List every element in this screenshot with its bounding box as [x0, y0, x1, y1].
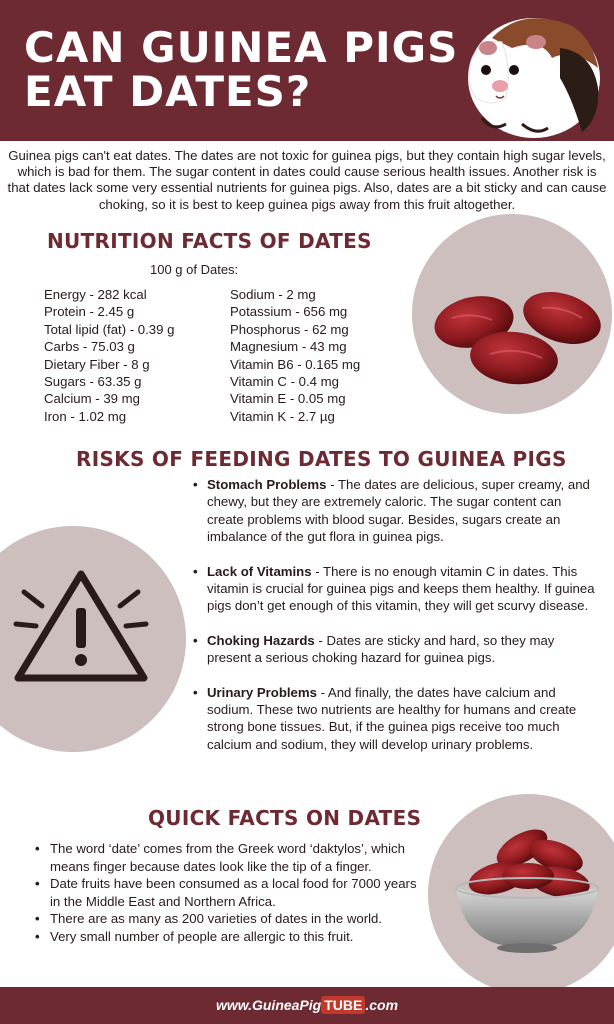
nutrition-item: Sugars - 63.35 g — [44, 374, 142, 390]
nutrition-item: Sodium - 2 mg — [230, 287, 316, 302]
risk-text: - There is no enough vitamin C in dates. This vitamin is crucial for guinea pigs and keeps them healthy. If guinea pigs don’t get enough of this vitamin, they will get scurvy disease. — [207, 563, 595, 614]
header-banner — [0, 0, 614, 141]
nutrition-item: Total lipid (fat) - 0.39 g — [44, 321, 175, 337]
guinea-pig-icon — [452, 8, 604, 140]
risk-heading: Lack of Vitamins — [207, 563, 312, 579]
nutrition-item: Vitamin K - 2.7 µg — [230, 408, 335, 424]
dates-fruit-icon — [432, 278, 604, 390]
footer-link[interactable] — [0, 997, 614, 1013]
risk-item — [192, 563, 598, 615]
quick-fact-item: • There are as many as 200 varieties of dates in the world. — [32, 910, 422, 928]
risk-item — [192, 476, 598, 546]
risk-item — [192, 684, 598, 754]
quick-facts-title: QUICK FACTS ON DATES — [148, 806, 422, 830]
nutrition-item: Potassium - 656 mg — [230, 304, 348, 320]
title-line-2: EAT DATES? — [24, 67, 312, 116]
footer-prefix: www.GuineaPig — [215, 997, 322, 1013]
warning-icon — [6, 552, 156, 692]
intro-paragraph: Guinea pigs can't eat dates. The dates are not toxic for guinea pigs, but they contain high sugar levels, which is bad for them. The sugar content in dates could cause serious health issues. Another risk is that dates lack some very essential nutrients for guinea pigs. Also, dates are a bit sticky and can cause choking, so it is best to keep guinea pigs away from this fruit altogether. — [7, 148, 607, 212]
quick-fact-item: • Very small number of people are allergic to this fruit. — [32, 928, 422, 946]
bowl-of-dates-icon — [452, 826, 602, 954]
nutrition-item: Energy - 282 kcal — [44, 287, 147, 302]
footer-tube-badge: TUBE — [321, 996, 365, 1014]
nutrition-item: Protein - 2.45 g — [44, 304, 135, 320]
quick-fact-item: • Date fruits have been consumed as a local food for 7000 years in the Middle East and Northern Africa. — [32, 875, 422, 910]
nutrition-item: Carbs - 75.03 g — [44, 339, 135, 355]
nutrition-item: Calcium - 39 mg — [44, 391, 141, 407]
nutrition-item: Vitamin B6 - 0.165 mg — [230, 356, 361, 372]
nutrition-subtitle: 100 g of Dates: — [150, 262, 239, 277]
nutrition-title: NUTRITION FACTS OF DATES — [47, 229, 372, 253]
risk-heading: Stomach Problems — [207, 477, 327, 492]
nutrition-list-left — [44, 286, 174, 425]
nutrition-item: Iron - 1.02 mg — [44, 408, 127, 424]
nutrition-item: Vitamin C - 0.4 mg — [230, 374, 339, 390]
risks-list — [192, 476, 598, 770]
quick-facts-list — [32, 840, 422, 946]
risk-text: - And finally, the dates have calcium and sodium. These two nutrients are healthy for humans and create strong bone tissues. But, if the guinea pigs receive too much calcium and sodium, they will develop urinary problems. — [207, 684, 577, 752]
risks-title: RISKS OF FEEDING DATES TO GUINEA PIGS — [76, 447, 567, 471]
title-line-1: CAN GUINEA PIGS — [24, 23, 459, 72]
risk-item — [192, 632, 598, 667]
risk-text: - Dates are sticky and hard, so they may present a serious choking hazard for guinea pigs. — [207, 632, 555, 666]
quick-fact-item: • The word ‘date’ comes from the Greek word ‘daktylos’, which means finger because dates look like the tip of a finger. — [32, 840, 422, 875]
page-title — [24, 23, 459, 116]
risk-text: - The dates are delicious, super creamy, and chewy, but they are extremely caloric. The sugar content can create problems with blood sugar. Besides, sugars create an imbalance of the gut flora in guinea pigs. — [207, 477, 590, 545]
nutrition-item: Phosphorus - 62 mg — [230, 321, 349, 337]
nutrition-item: Magnesium - 43 mg — [230, 339, 347, 355]
nutrition-item: Vitamin E - 0.05 mg — [230, 391, 346, 407]
nutrition-item: Dietary Fiber - 8 g — [44, 356, 150, 372]
footer-suffix: .com — [365, 997, 399, 1013]
footer-banner — [0, 987, 614, 1024]
risk-heading: Choking Hazards — [207, 632, 315, 648]
nutrition-list-right — [230, 286, 360, 425]
risk-heading: Urinary Problems — [207, 684, 317, 700]
